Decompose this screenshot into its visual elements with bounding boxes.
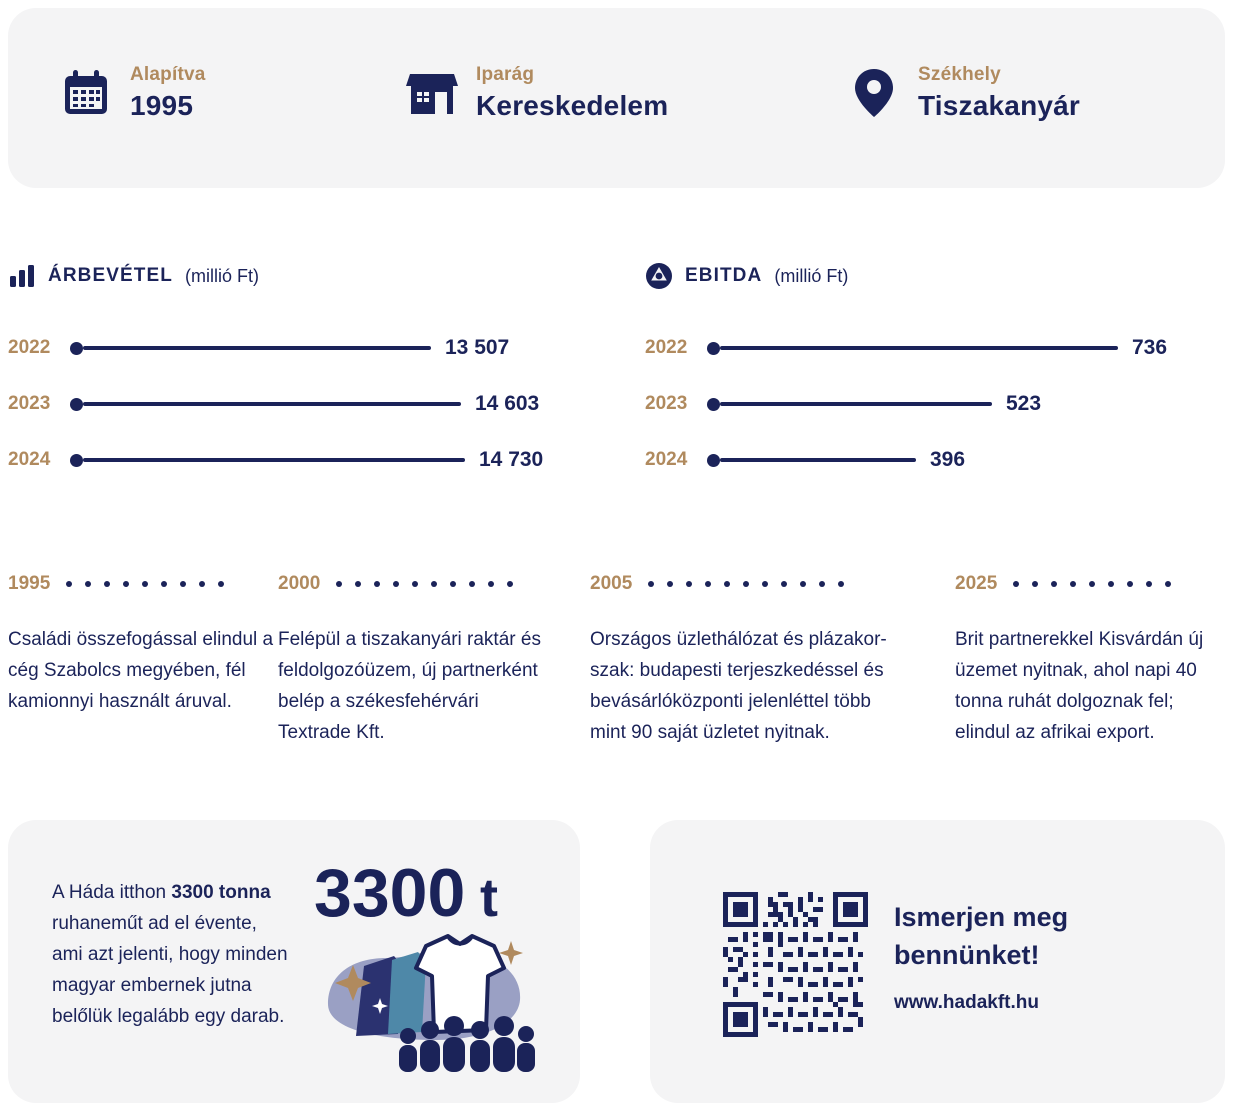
table-row: [645, 376, 1205, 432]
metric-ebitda: [645, 262, 1205, 488]
timeline-year: 2000: [278, 573, 321, 594]
bar-line: [83, 402, 461, 406]
highlight-text-before: A Háda itthon: [52, 882, 172, 903]
table-row: [8, 376, 578, 432]
dotted-line-icon: [648, 581, 844, 587]
bar-track: [70, 341, 431, 355]
timeline-header: [278, 572, 550, 596]
timeline-year: 2025: [955, 573, 998, 594]
timeline-year: 2005: [590, 573, 633, 594]
dotted-line-icon: [66, 581, 224, 587]
fact-founded-value: 1995: [130, 90, 194, 121]
bar-line: [720, 402, 992, 406]
highlight-text-bold: 3300 tonna: [171, 882, 271, 903]
bar-chart-icon: [8, 262, 36, 290]
tshirt-map-people-illustration: [308, 854, 558, 1074]
store-icon: [406, 67, 458, 119]
timeline-text: Brit partnerekkel Kisvárdán új üzemet nyitnak, ahol napi 40 tonna ruhát dolgoznak fel; elindul az afrikai export.: [955, 629, 1204, 743]
table-row: [645, 320, 1205, 376]
pie-chart-icon: [645, 262, 673, 290]
bar-line: [720, 458, 916, 462]
fact-industry-value: Kereskedelem: [476, 90, 669, 121]
metric-ebitda-unit: (millió Ft): [774, 265, 849, 286]
bar-value: 14 730: [479, 448, 544, 471]
metric-revenue-title: ÁRBEVÉTEL: [48, 265, 173, 286]
highlight-text: [52, 877, 290, 1032]
qr-code[interactable]: [723, 892, 868, 1037]
timeline-text: Országos üzlethálózat és plázakor-szak: budapesti terjeszkedéssel és bevásárlóközponti jelenléttel több mint 90 saját üzletet nyitnak.: [590, 629, 887, 743]
metric-revenue: [8, 262, 578, 488]
metric-ebitda-header: [645, 262, 1205, 290]
fact-headquarters-value: Tiszakanyár: [918, 90, 1081, 121]
timeline-text: Családi összefogással elindul a cég Szabolcs megyében, fél kamionnyi használt áruval.: [8, 629, 274, 712]
bar-dot: [707, 454, 720, 467]
fact-headquarters-label: Székhely: [918, 64, 1001, 85]
bar-dot: [70, 454, 83, 467]
timeline-item-1995: [8, 572, 280, 717]
bar-year: 2024: [8, 449, 51, 470]
bar-value: 13 507: [445, 336, 510, 359]
table-row: [8, 320, 578, 376]
bar-dot: [707, 398, 720, 411]
company-facts-panel: [8, 8, 1225, 188]
dotted-line-icon: [1013, 581, 1171, 587]
cta-block: [894, 898, 1194, 1014]
bar-line: [83, 458, 465, 462]
bar-year: 2024: [645, 449, 688, 470]
location-pin-icon: [848, 67, 900, 119]
calendar-icon: [60, 67, 112, 119]
svg-text:3300: 3300: [314, 855, 466, 931]
table-row: [8, 432, 578, 488]
bar-dot: [707, 342, 720, 355]
fact-headquarters: [848, 64, 1080, 122]
bar-line: [83, 346, 431, 350]
bar-year: 2022: [8, 337, 51, 358]
bar-track: [707, 341, 1118, 355]
dotted-line-icon: [336, 581, 513, 587]
timeline-header: [590, 572, 910, 596]
bar-line: [720, 346, 1118, 350]
timeline-item-2005: [590, 572, 910, 748]
bar-year: 2022: [645, 337, 688, 358]
timeline-item-2000: [278, 572, 550, 748]
bar-track: [70, 397, 461, 411]
timeline-item-2025: [955, 572, 1227, 748]
metric-revenue-header: [8, 262, 578, 290]
timeline-year: 1995: [8, 573, 51, 594]
bar-track: [707, 397, 992, 411]
fact-industry: [406, 64, 668, 122]
bar-value: 736: [1132, 336, 1168, 359]
table-row: [645, 432, 1205, 488]
bar-track: [707, 453, 916, 467]
contact-card: [650, 820, 1225, 1103]
metric-ebitda-title: EBITDA: [685, 265, 763, 286]
timeline-text: Felépül a tiszakanyári raktár és feldolgozóüzem, új partnerként belép a székesfehérvári Textrade Kft.: [278, 629, 541, 743]
cta-title: Ismerjen meg bennünket!: [894, 902, 1069, 970]
bar-value: 523: [1006, 392, 1042, 415]
bar-track: [70, 453, 465, 467]
bar-value: 14 603: [475, 392, 540, 415]
timeline-header: [8, 572, 280, 596]
fact-founded-label: Alapítva: [130, 64, 206, 85]
highlight-card: [8, 820, 580, 1103]
fact-industry-label: Iparág: [476, 64, 535, 85]
bar-year: 2023: [8, 393, 51, 414]
bar-year: 2023: [645, 393, 688, 414]
bar-dot: [70, 398, 83, 411]
bar-value: 396: [930, 448, 966, 471]
metric-revenue-unit: (millió Ft): [184, 265, 259, 286]
bar-dot: [70, 342, 83, 355]
website-link[interactable]: www.hadakft.hu: [894, 992, 1039, 1013]
fact-founded: [60, 64, 206, 122]
highlight-text-after: ruhaneműt ad el évente, ami azt jelenti, hogy minden magyar embernek jutna belőlük legalább egy darab.: [52, 913, 288, 1027]
timeline-header: [955, 572, 1227, 596]
svg-text:t: t: [480, 868, 498, 928]
